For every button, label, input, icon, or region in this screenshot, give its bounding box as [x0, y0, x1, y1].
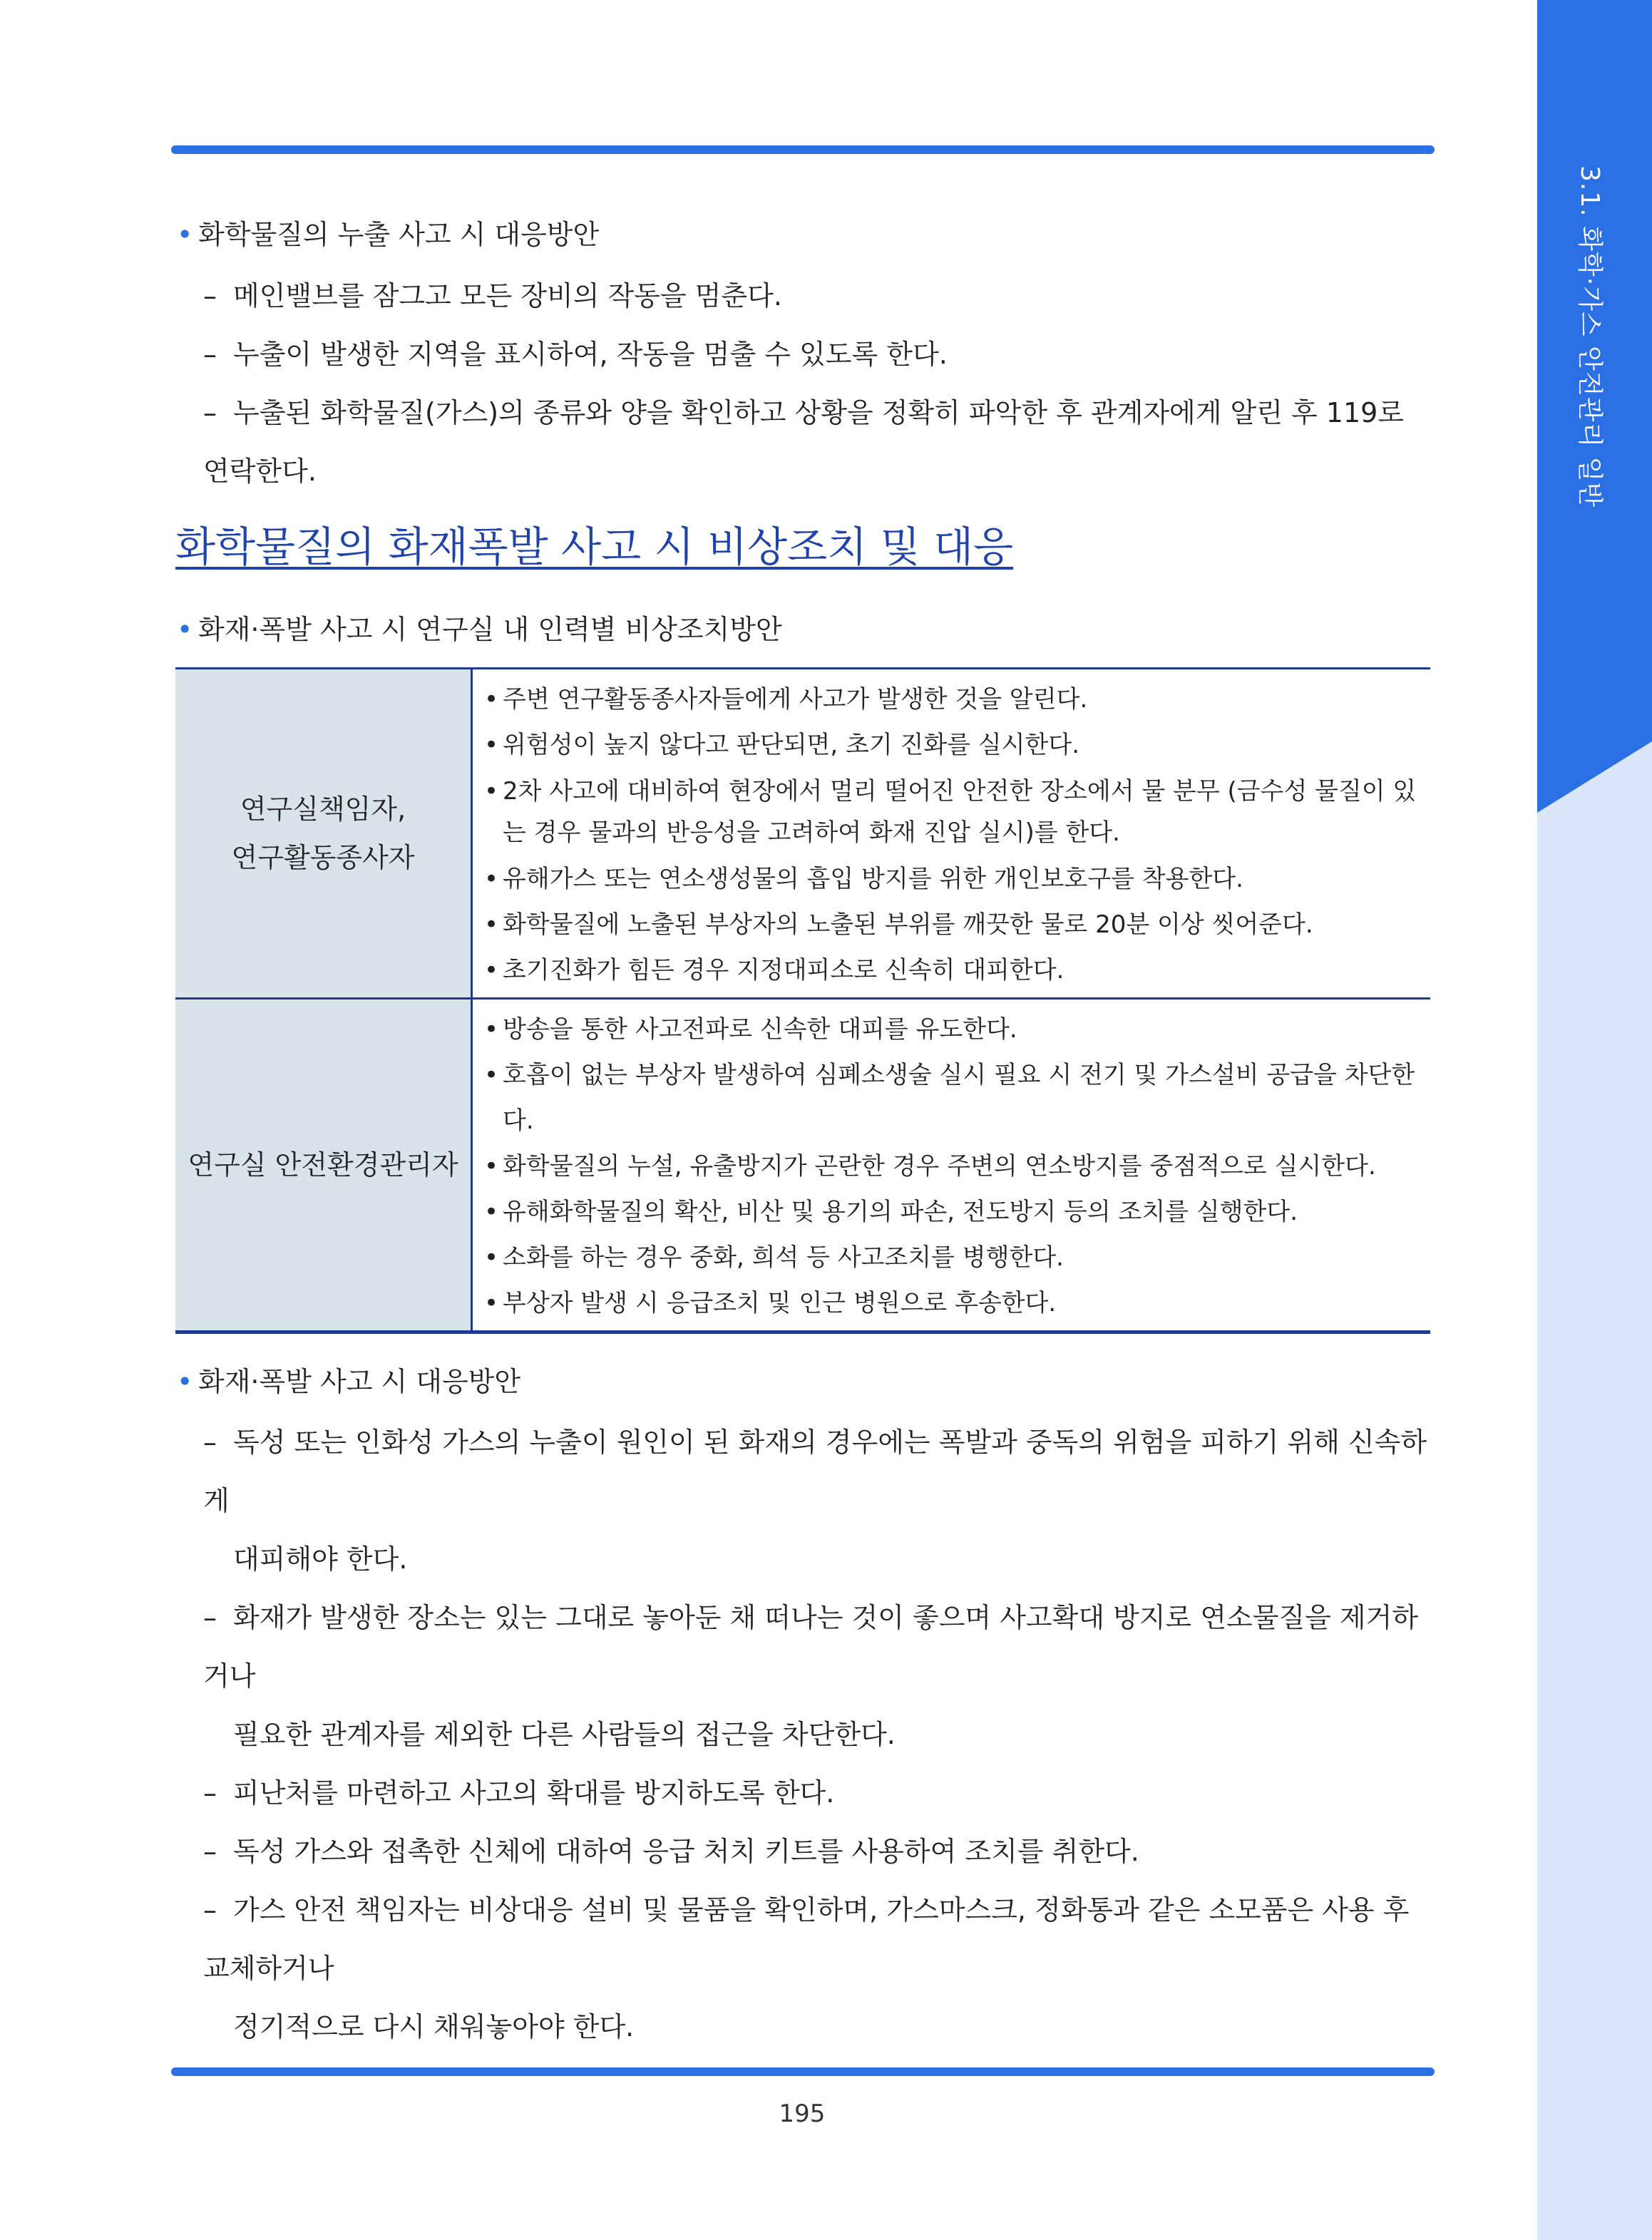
- section1-bullet: • 화학물질의 누출 사고 시 대응방안: [177, 219, 600, 250]
- table-item: • 화학물질에 노출된 부상자의 노출된 부위를 깨끗한 물로 20분 이상 씻어준다.: [484, 910, 1313, 939]
- table-role-cell: [175, 1000, 473, 1330]
- role-label: 연구활동종사자: [231, 842, 415, 873]
- table-item: • 소화를 하는 경우 중화, 희석 등 사고조치를 병행한다.: [484, 1243, 1064, 1272]
- side-panel: [1537, 0, 1652, 2240]
- top-rule: [171, 145, 1435, 154]
- section3-bullet: • 화재·폭발 사고 시 대응방안: [177, 1366, 521, 1397]
- table-item: • 초기진화가 힘든 경우 지정대피소로 신속히 대피한다.: [484, 956, 1064, 985]
- role-label: 연구실 안전환경관리자: [188, 1149, 458, 1181]
- side-tab-label: 3.1. 화학·가스 안전관리 일반: [1575, 165, 1604, 508]
- bullet-dot-icon: •: [177, 1366, 193, 1397]
- table-item: • 2차 사고에 대비하여 현장에서 멀리 떨어진 안전한 장소에서 물 분무 (금수성 물질이 있는 경우 물과의 반응성을 고려하여 화재 진압 실시)를 한다.: [484, 777, 1417, 847]
- table-item: • 방송을 통한 사고전파로 신속한 대피를 유도한다.: [484, 1015, 1017, 1044]
- list-item: – 누출된 화학물질(가스)의 종류와 양을 확인하고 상황을 정확히 파악한 후 관계자에게 알린 후 119로 연락한다.: [203, 397, 1405, 487]
- list-item: – 가스 안전 책임자는 비상대응 설비 및 물품을 확인하며, 가스마스크, 정화통과 같은 소모품은 사용 후 교체하거나: [203, 1894, 1410, 1984]
- list-item: – 메인밸브를 잠그고 모든 장비의 작동을 멈춘다.: [203, 280, 782, 312]
- bullet-dot-icon: •: [177, 219, 193, 250]
- section2-bullet: • 화재·폭발 사고 시 연구실 내 인력별 비상조치방안: [177, 614, 782, 645]
- table-item: • 위험성이 높지 않다고 판단되면, 초기 진화를 실시한다.: [484, 731, 1080, 759]
- list-item: – 독성 가스와 접촉한 신체에 대하여 응급 처치 키트를 사용하여 조치를 취한다.: [203, 1836, 1139, 1867]
- side-tab-corner: [1537, 741, 1652, 813]
- table-item: • 부상자 발생 시 응급조치 및 인근 병원으로 후송한다.: [484, 1289, 1057, 1317]
- list-item-continuation: 대피해야 한다.: [233, 1543, 408, 1575]
- page-number: 195: [779, 2100, 826, 2128]
- section1-list: [203, 267, 1430, 500]
- section3-list: [203, 1413, 1430, 2056]
- list-item: – 화재가 발생한 장소는 있는 그대로 놓아둔 채 떠나는 것이 좋으며 사고확대 방지로 연소물질을 제거하거나: [203, 1602, 1419, 1692]
- table-item: • 주변 연구활동종사자들에게 사고가 발생한 것을 알린다.: [484, 685, 1088, 714]
- table-item: • 유해화학물질의 확산, 비산 및 용기의 파손, 전도방지 등의 조치를 실행한다.: [484, 1198, 1298, 1226]
- list-item-continuation: 필요한 관계자를 제외한 다른 사람들의 접근을 차단한다.: [233, 1719, 896, 1750]
- table-row: [175, 997, 1430, 1330]
- bullet-dot-icon: •: [177, 614, 193, 645]
- response-table: [175, 667, 1430, 1334]
- list-item-continuation: 정기적으로 다시 채워놓아야 한다.: [233, 2011, 635, 2043]
- bottom-rule: [171, 2067, 1435, 2076]
- list-item: – 피난처를 마련하고 사고의 확대를 방지하도록 한다.: [203, 1777, 835, 1809]
- table-item: • 유해가스 또는 연소생성물의 흡입 방지를 위한 개인보호구를 착용한다.: [484, 865, 1243, 893]
- table-role-cell: [175, 669, 473, 997]
- table-item: • 호흡이 없는 부상자 발생하여 심폐소생술 실시 필요 시 전기 및 가스설비 공급을 차단한다.: [484, 1061, 1415, 1135]
- table-item: • 화학물질의 누설, 유출방지가 곤란한 경우 주변의 연소방지를 중점적으로 실시한다.: [484, 1152, 1376, 1181]
- table-row: [175, 669, 1430, 997]
- table-items-cell: [473, 669, 1430, 997]
- list-item: – 독성 또는 인화성 가스의 누출이 원인이 된 화재의 경우에는 폭발과 중독의 위험을 피하기 위해 신속하게: [203, 1427, 1427, 1516]
- section-heading: 화학물질의 화재폭발 사고 시 비상조치 및 대응: [175, 523, 1014, 571]
- side-tab-label-box: [1537, 165, 1652, 508]
- list-item: – 누출이 발생한 지역을 표시하여, 작동을 멈출 수 있도록 한다.: [203, 339, 948, 370]
- table-items-cell: [473, 1000, 1430, 1330]
- role-label: 연구실책임자,: [240, 793, 406, 825]
